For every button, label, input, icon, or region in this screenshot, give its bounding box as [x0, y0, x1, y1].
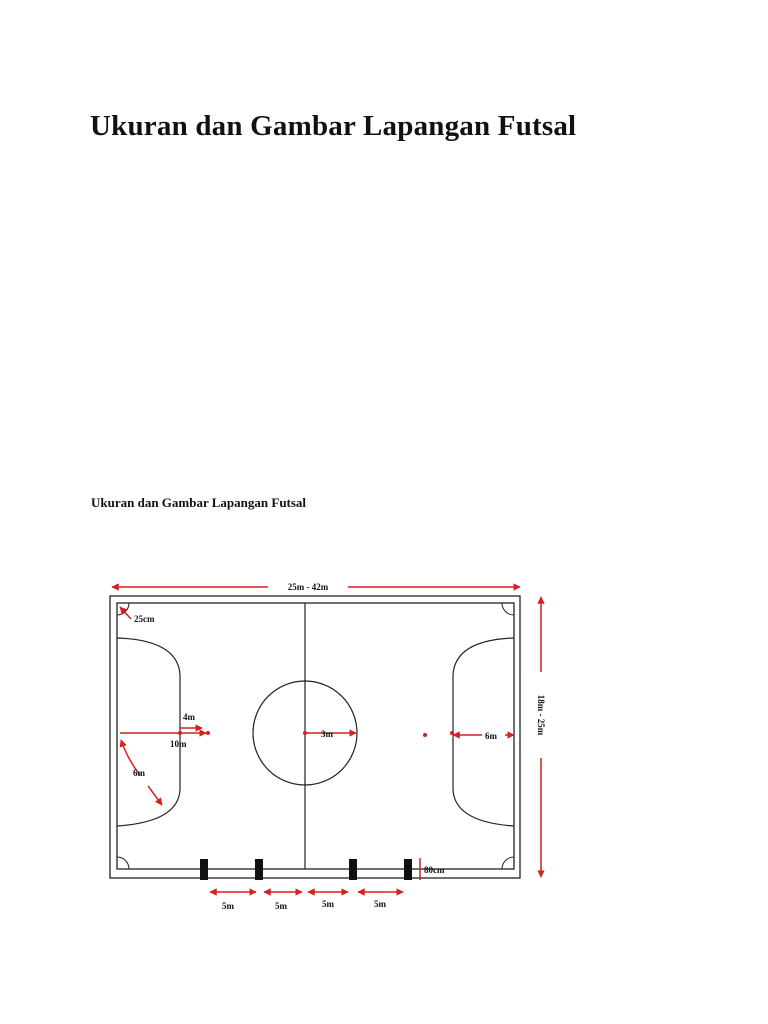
corner-arc-bottom-left: [117, 857, 129, 869]
six-meter-arrow: [121, 740, 140, 775]
sub-zone-marker: [349, 859, 357, 880]
field-boundary: [117, 603, 514, 869]
right-area-label: 6m: [485, 731, 497, 741]
corner-label: 25cm: [134, 614, 155, 624]
second-penalty-label: 10m: [170, 739, 187, 749]
substitution-zone-label: 80cm: [424, 865, 445, 875]
figure-caption: Ukuran dan Gambar Lapangan Futsal: [91, 495, 307, 510]
second-penalty-mark-left: [206, 731, 210, 735]
page-title: Ukuran dan Gambar Lapangan Futsal: [90, 110, 577, 142]
penalty-mark-left: [178, 731, 182, 735]
corner-arc-top-left: [117, 603, 129, 615]
center-circle: [253, 681, 357, 785]
outer-border: [110, 596, 520, 878]
center-mark: [303, 731, 307, 735]
penalty-mark-label: 4m: [183, 712, 195, 722]
corner-arc-top-right: [502, 603, 514, 615]
gap-label-2: 5m: [275, 901, 287, 911]
gap-label-4: 5m: [374, 899, 386, 909]
width-label: 18m - 25m: [536, 694, 546, 736]
gap-label-3: 5m: [322, 899, 334, 909]
penalty-area-right: [453, 638, 514, 826]
six-meter-arrow-tail: [148, 786, 162, 805]
corner-arrow: [120, 607, 131, 619]
length-label: 25m - 42m: [287, 582, 329, 592]
sub-zone-marker: [404, 859, 412, 880]
second-penalty-mark-right: [423, 733, 427, 737]
penalty-area-label: 6m: [133, 768, 145, 778]
center-circle-label: 3m: [321, 729, 333, 739]
gap-label-1: 5m: [222, 901, 234, 911]
penalty-mark-right: [450, 731, 454, 735]
penalty-area-left: [117, 638, 180, 826]
sub-zone-marker: [255, 859, 263, 880]
sub-zone-marker: [200, 859, 208, 880]
corner-arc-bottom-right: [502, 857, 514, 869]
